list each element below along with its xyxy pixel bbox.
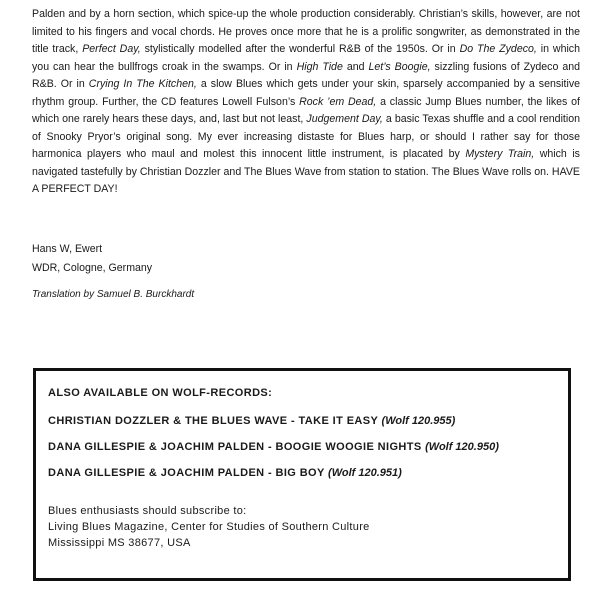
subscription-info [48, 503, 558, 551]
also-available-heading: ALSO AVAILABLE ON WOLF-RECORDS: [48, 387, 273, 399]
release-title: DANA GILLESPIE & JOACHIM PALDEN - BOOGIE WOOGIE NIGHTS [48, 441, 422, 453]
release-title: DANA GILLESPIE & JOACHIM PALDEN - BIG BOY [48, 467, 325, 479]
release-catalog: (Wolf 120.950) [425, 441, 499, 453]
song-title: Let’s Boogie, [368, 60, 431, 73]
text-run: sizzling fusions of Zydeco and R&B. Or in [32, 60, 581, 90]
text-run: stylistically modelled after the wonderful R&B of the 1950s. Or in [140, 43, 460, 55]
liner-notes-body [32, 6, 580, 199]
text-run: a slow Blues which gets under your skin, sparsely accompanied by a sensitive rhythm group. Further, the CD features Lowell Fulson’s [32, 78, 581, 108]
subscription-line: Living Blues Magazine, Center for Studies of Southern Culture [48, 521, 370, 533]
song-title: Crying In The Kitchen, [88, 78, 197, 90]
subscription-line: Blues enthusiasts should subscribe to: [48, 505, 247, 517]
song-title: Judgement Day, [306, 113, 383, 125]
song-title: Rock ’em Dead, [299, 95, 377, 108]
song-title: Perfect Day, [82, 43, 141, 55]
subscription-line: Mississippi MS 38677, USA [48, 537, 191, 549]
text-run: Palden and by a horn section, which spice-up the whole production considerably. Christian’s skills, however, are not limited to his fingers and vocal chords. He proves once more that he is a prolific songwriter, as demonstrated in the title track, [32, 8, 580, 55]
also-available-box [33, 368, 571, 581]
song-title: Do The Zydeco, [459, 43, 537, 55]
release-item [48, 441, 558, 453]
text-run: a classic Jump Blues number, the likes of which one rarely hears these days, and, last but not least, [32, 95, 580, 125]
author-affiliation: WDR, Cologne, Germany [32, 262, 153, 274]
release-title: CHRISTIAN DOZZLER & THE BLUES WAVE - TAKE IT EASY [48, 415, 379, 427]
release-catalog: (Wolf 120.955) [381, 415, 456, 427]
release-catalog: (Wolf 120.951) [328, 467, 402, 479]
text-run: which is navigated tastefully by Christian Dozzler and The Blues Wave from station to station. The Blues Wave rolls on. HAVE A PERFECT DAY! [32, 148, 580, 195]
liner-notes-paragraph [32, 6, 580, 199]
translation-credit: Translation by Samuel B. Burckhardt [32, 289, 195, 300]
text-run: in which you can hear the bullfrogs croak in the swamps. Or in [32, 43, 580, 73]
author-name: Hans W, Ewert [32, 243, 103, 255]
song-title: High Tide [296, 60, 343, 73]
song-title: Mystery Train, [465, 148, 535, 160]
release-item [48, 467, 558, 479]
text-run: and [342, 60, 369, 73]
text-run: a basic Texas shuffle and a cool rendition of Snooky Pryor’s original song. My ever increasing distaste for Blues harp, or should I rather say for those harmonica players who maul and molest this innocent little instrument, is placated by [32, 113, 581, 160]
release-item [48, 415, 558, 427]
